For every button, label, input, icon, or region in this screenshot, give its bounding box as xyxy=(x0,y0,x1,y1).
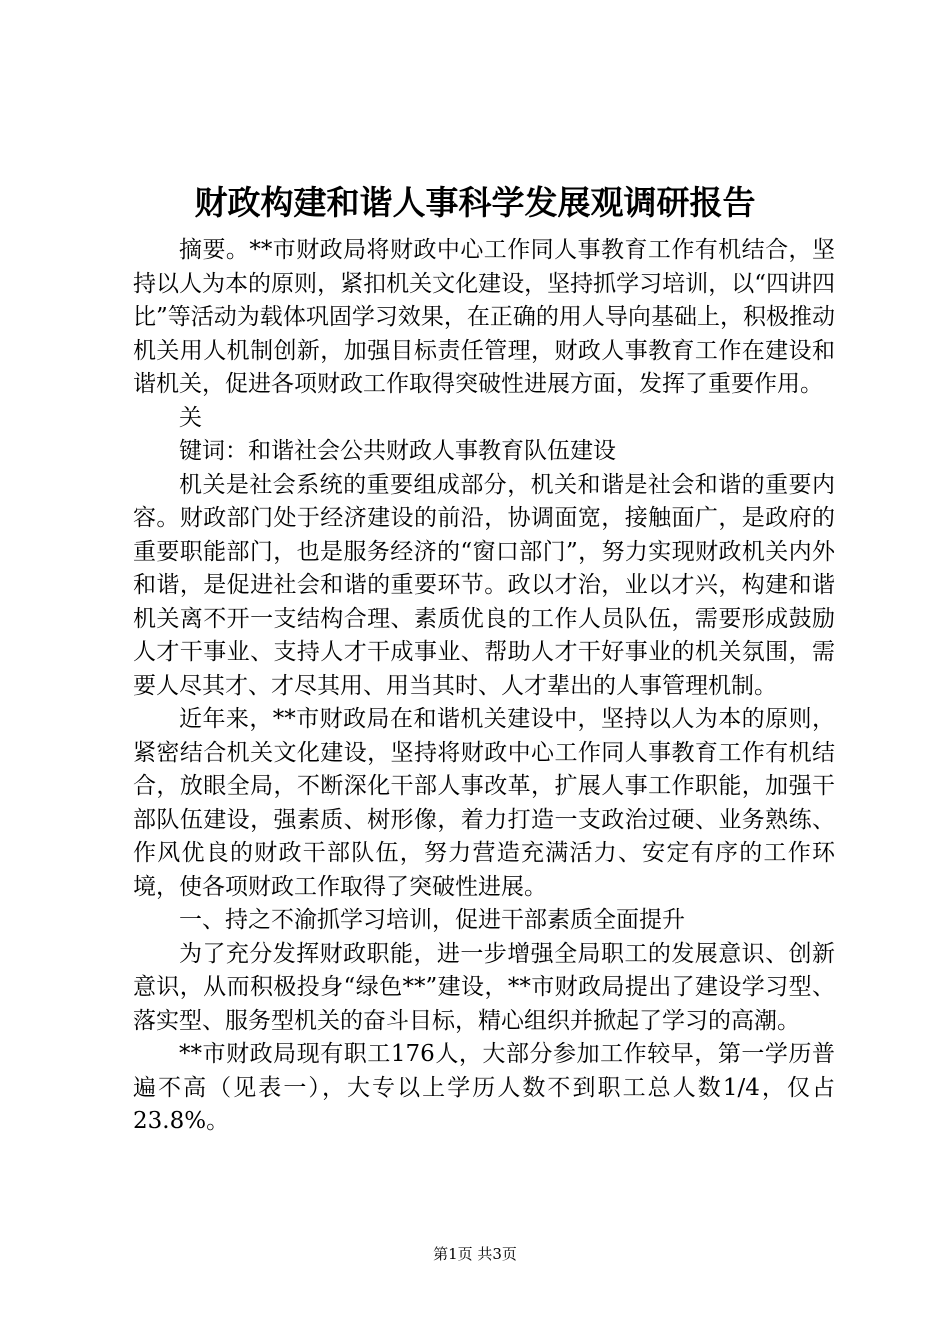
document-body xyxy=(133,234,835,1139)
body-paragraph: 近年来，**市财政局在和谐机关建设中，坚持以人为本的原则，紧密结合机关文化建设，坚持将财政中心工作同人事教育工作有机结合，放眼全局，不断深化干部人事改革，扩展人事工作职能，加强干部队伍建设，强素质、树形像，着力打造一支政治过硬、业务熟练、作风优良的财政干部队伍，努力营造充满活力、安定有序的工作环境，使各项财政工作取得了突破性进展。 xyxy=(133,706,835,900)
abstract-paragraph: 摘要。**市财政局将财政中心工作同人事教育工作有机结合，坚持以人为本的原则，紧扣机关文化建设，坚持抓学习培训，以“四讲四比”等活动为载体巩固学习效果，在正确的用人导向基础上，积极推动机关用人机制创新，加强目标责任管理，财政人事教育工作在建设和谐机关，促进各项财政工作取得突破性进展方面，发挥了重要作用。 xyxy=(133,237,835,397)
keywords-line: 键词：和谐社会公共财政人事教育队伍建设 xyxy=(179,438,616,464)
keywords-prefix-line: 关 xyxy=(179,404,202,431)
body-paragraph: **市财政局现有职工176人，大部分参加工作较早，第一学历普遍不高（见表一），大专以上学历人数不到职工总人数1/4，仅占23.8%。 xyxy=(133,1041,835,1134)
document-title: 财政构建和谐人事科学发展观调研报告 xyxy=(194,183,756,222)
page-footer: 第1页 共3页 xyxy=(433,1245,517,1263)
body-paragraph: 为了充分发挥财政职能，进一步增强全局职工的发展意识、创新意识，从而积极投身“绿色**”建设，**市财政局提出了建设学习型、落实型、服务型机关的奋斗目标，精心组织并掀起了学习的高潮。 xyxy=(133,940,835,1034)
body-paragraph: 机关是社会系统的重要组成部分，机关和谐是社会和谐的重要内容。财政部门处于经济建设的前沿，协调面宽，接触面广，是政府的重要职能部门，也是服务经济的“窗口部门”，努力实现财政机关内外和谐，是促进社会和谐的重要环节。政以才治，业以才兴，构建和谐机关离不开一支结构合理、素质优良的工作人员队伍，需要形成鼓励人才干事业、支持人才干成事业、帮助人才干好事业的机关氛围，需要人尽其才、才尽其用、用当其时、人才辈出的人事管理机制。 xyxy=(133,471,835,699)
section-heading: 一、持之不渝抓学习培训，促进干部素质全面提升 xyxy=(179,907,685,933)
